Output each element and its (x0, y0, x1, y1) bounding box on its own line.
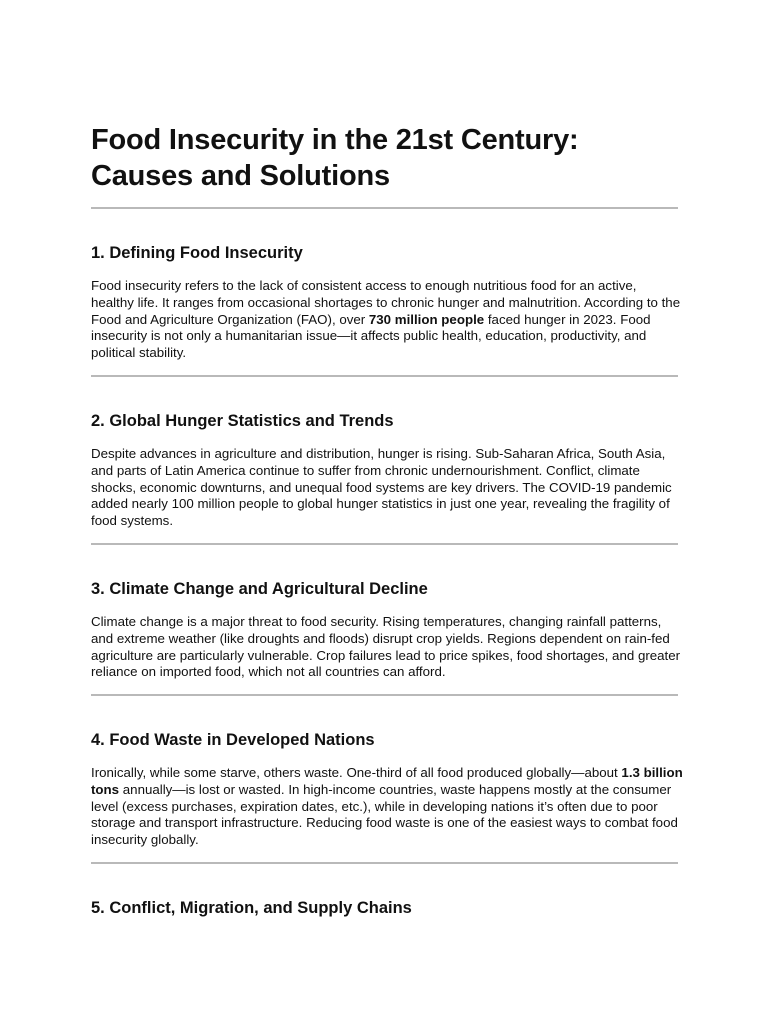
section-1-paragraph (91, 278, 683, 362)
document-title (91, 122, 679, 194)
section-divider (91, 207, 678, 209)
section-4-emphasis: 1.3 billion tons (91, 765, 683, 797)
section-3-heading: 3. Climate Change and Agricultural Decline (91, 580, 428, 598)
section-4-heading: 4. Food Waste in Developed Nations (91, 731, 375, 749)
section-divider (91, 543, 678, 545)
section-5-heading: 5. Conflict, Migration, and Supply Chains (91, 899, 412, 917)
title-line-1: Food Insecurity in the 21st Century: (91, 124, 579, 156)
section-1-emphasis: 730 million people (368, 311, 485, 327)
section-1-text-a: Food insecurity refers to the lack of consistent access to enough nutritious food for an active, healthy life. It ranges from occasional shortages to chronic hunger and malnutrition. According to the Food and Agriculture Organization (FAO), over (91, 278, 681, 327)
section-3-paragraph: Climate change is a major threat to food security. Rising temperatures, changing rainfall patterns, and extreme weather (like droughts and floods) disrupt crop yields. Regions dependent on rain-fed agriculture are particularly vulnerable. Crop failures lead to price spikes, food shortages, and greater reliance on imported food, which not all countries can afford. (91, 614, 681, 680)
section-divider (91, 862, 678, 864)
title-line-2: Causes and Solutions (91, 160, 390, 192)
section-divider (91, 694, 678, 696)
section-divider (91, 375, 678, 377)
section-2-heading: 2. Global Hunger Statistics and Trends (91, 412, 394, 430)
section-2-paragraph: Despite advances in agriculture and distribution, hunger is rising. Sub-Saharan Africa, South Asia, and parts of Latin America continue to suffer from chronic undernourishment. Conflict, climate shocks, economic downturns, and unequal food systems are key drivers. The COVID-19 pandemic added nearly 100 million people to global hunger statistics in just one year, revealing the fragility of food systems. (91, 446, 672, 529)
section-4-paragraph (91, 765, 683, 849)
section-1-heading: 1. Defining Food Insecurity (91, 244, 303, 262)
section-4-text-a: Ironically, while some starve, others waste. One-third of all food produced globally—about (91, 765, 622, 780)
section-4-text-b: annually—is lost or wasted. In high-income countries, waste happens mostly at the consumer level (excess purchases, expiration dates, etc.), while in developing nations it’s often due to poor storage and transport infrastructure. Reducing food waste is one of the easiest ways to combat food insecurity globally. (91, 781, 678, 848)
section-1-text-b: faced hunger in 2023. Food insecurity is not only a humanitarian issue—it affects public health, education, productivity, and political stability. (91, 311, 651, 361)
